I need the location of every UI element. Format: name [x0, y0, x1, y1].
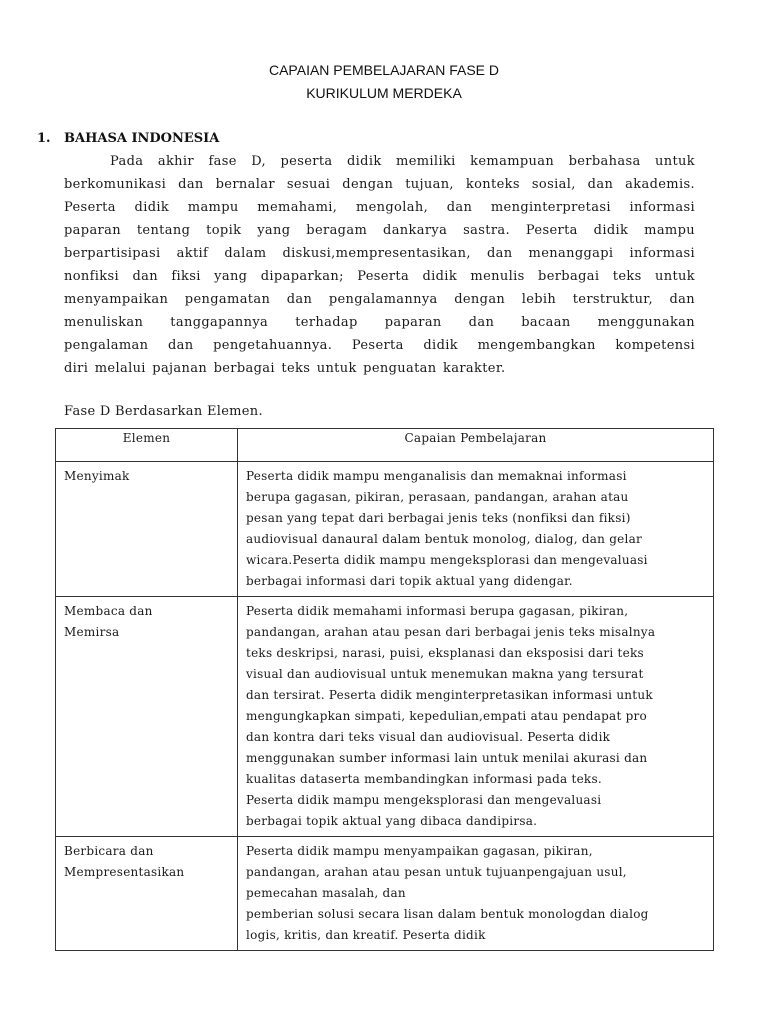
- capaian-line: Peserta didik mampu menyampaikan gagasan, pikiran,: [246, 844, 593, 858]
- section-heading: [37, 131, 219, 146]
- elemen-cell: [56, 462, 238, 597]
- paragraph-line: menyampaikan pengamatan dan pengalamannya dengan lebih terstruktur, dan: [64, 292, 695, 307]
- paragraph-line: paparan tentang topik yang beragam dankarya sastra. Peserta didik mampu: [64, 223, 695, 238]
- capaian-line: Peserta didik mampu mengeksplorasi dan mengevaluasi: [246, 793, 602, 807]
- section-paragraph: [64, 150, 695, 380]
- capaian-line: pesan yang tepat dari berbagai jenis teks (nonfiksi dan fiksi): [246, 511, 631, 525]
- elemen-line: Membaca dan: [64, 604, 153, 618]
- capaian-line: kualitas dataserta membandingkan informasi pada teks.: [246, 772, 602, 786]
- capaian-line: pandangan, arahan atau pesan untuk tujuanpengajuan usul,: [246, 865, 627, 879]
- capaian-line: berbagai informasi dari topik aktual yang didengar.: [246, 574, 573, 588]
- elemen-line: Mempresentasikan: [64, 865, 185, 879]
- paragraph-line: diri melalui pajanan berbagai teks untuk penguatan karakter.: [64, 361, 506, 376]
- paragraph-line: nonfiksi dan fiksi yang dipaparkan; Peserta didik menulis berbagai teks untuk: [64, 269, 695, 284]
- section-title: BAHASA INDONESIA: [64, 131, 220, 146]
- header-elemen: Elemen: [56, 429, 238, 462]
- header-capaian: Capaian Pembelajaran: [238, 429, 714, 462]
- capaian-line: teks deskripsi, narasi, puisi, eksplanasi dan eksposisi dari teks: [246, 646, 644, 660]
- capaian-line: Peserta didik memahami informasi berupa gagasan, pikiran,: [246, 604, 629, 618]
- table-header-row: [56, 429, 714, 462]
- paragraph-line: menuliskan tanggapannya terhadap paparan dan bacaan menggunakan: [64, 315, 695, 330]
- capaian-line: logis, kritis, dan kreatif. Peserta didik: [246, 928, 486, 942]
- capaian-line: berupa gagasan, pikiran, perasaan, pandangan, arahan atau: [246, 490, 629, 504]
- capaian-line: berbagai topik aktual yang dibaca dandipirsa.: [246, 814, 538, 828]
- capaian-cell: [238, 597, 714, 837]
- paragraph-line: pengalaman dan pengetahuannya. Peserta didik mengembangkan kompetensi: [64, 338, 695, 353]
- capaian-line: visual dan audiovisual untuk menemukan makna yang tersurat: [246, 667, 644, 681]
- capaian-cell: [238, 837, 714, 951]
- capaian-line: dan tersirat. Peserta didik menginterpretasikan informasi untuk: [246, 688, 653, 702]
- elemen-line: Memirsa: [64, 625, 120, 639]
- paragraph-line: Pada akhir fase D, peserta didik memiliki kemampuan berbahasa untuk: [110, 154, 695, 169]
- capaian-line: menggunakan sumber informasi lain untuk menilai akurasi dan: [246, 751, 648, 765]
- paragraph-line: Peserta didik mampu memahami, mengolah, dan menginterpretasi informasi: [64, 200, 695, 215]
- capaian-line: dan kontra dari teks visual dan audiovisual. Peserta didik: [246, 730, 611, 744]
- table-row: [56, 837, 714, 951]
- capaian-line: pandangan, arahan atau pesan dari berbagai jenis teks misalnya: [246, 625, 656, 639]
- table-row: [56, 462, 714, 597]
- capaian-line: pemberian solusi secara lisan dalam bentuk monologdan dialog: [246, 907, 649, 921]
- capaian-line: wicara.Peserta didik mampu mengeksplorasi dan mengevaluasi: [246, 553, 648, 567]
- elemen-cell: [56, 597, 238, 837]
- capaian-line: pemecahan masalah, dan: [246, 886, 406, 900]
- capaian-line: mengungkapkan simpati, kepedulian,empati atau pendapat pro: [246, 709, 647, 723]
- capaian-table: [55, 428, 714, 951]
- table-row: [56, 597, 714, 837]
- page-title: CAPAIAN PEMBELAJARAN FASE D: [268, 62, 500, 78]
- page-subtitle: KURIKULUM MERDEKA: [306, 85, 462, 101]
- section-number: 1.: [37, 131, 51, 146]
- paragraph-line: berpartisipasi aktif dalam diskusi,mempresentasikan, dan menanggapi informasi: [64, 246, 695, 261]
- table-caption: Fase D Berdasarkan Elemen.: [64, 404, 263, 419]
- capaian-line: audiovisual danaural dalam bentuk monolog, dialog, dan gelar: [246, 532, 642, 546]
- elemen-line: Menyimak: [64, 469, 130, 483]
- elemen-line: Berbicara dan: [64, 844, 154, 858]
- capaian-cell: [238, 462, 714, 597]
- capaian-line: Peserta didik mampu menganalisis dan memaknai informasi: [246, 469, 627, 483]
- elemen-cell: [56, 837, 238, 951]
- paragraph-line: berkomunikasi dan bernalar sesuai dengan tujuan, konteks sosial, dan akademis.: [64, 177, 695, 192]
